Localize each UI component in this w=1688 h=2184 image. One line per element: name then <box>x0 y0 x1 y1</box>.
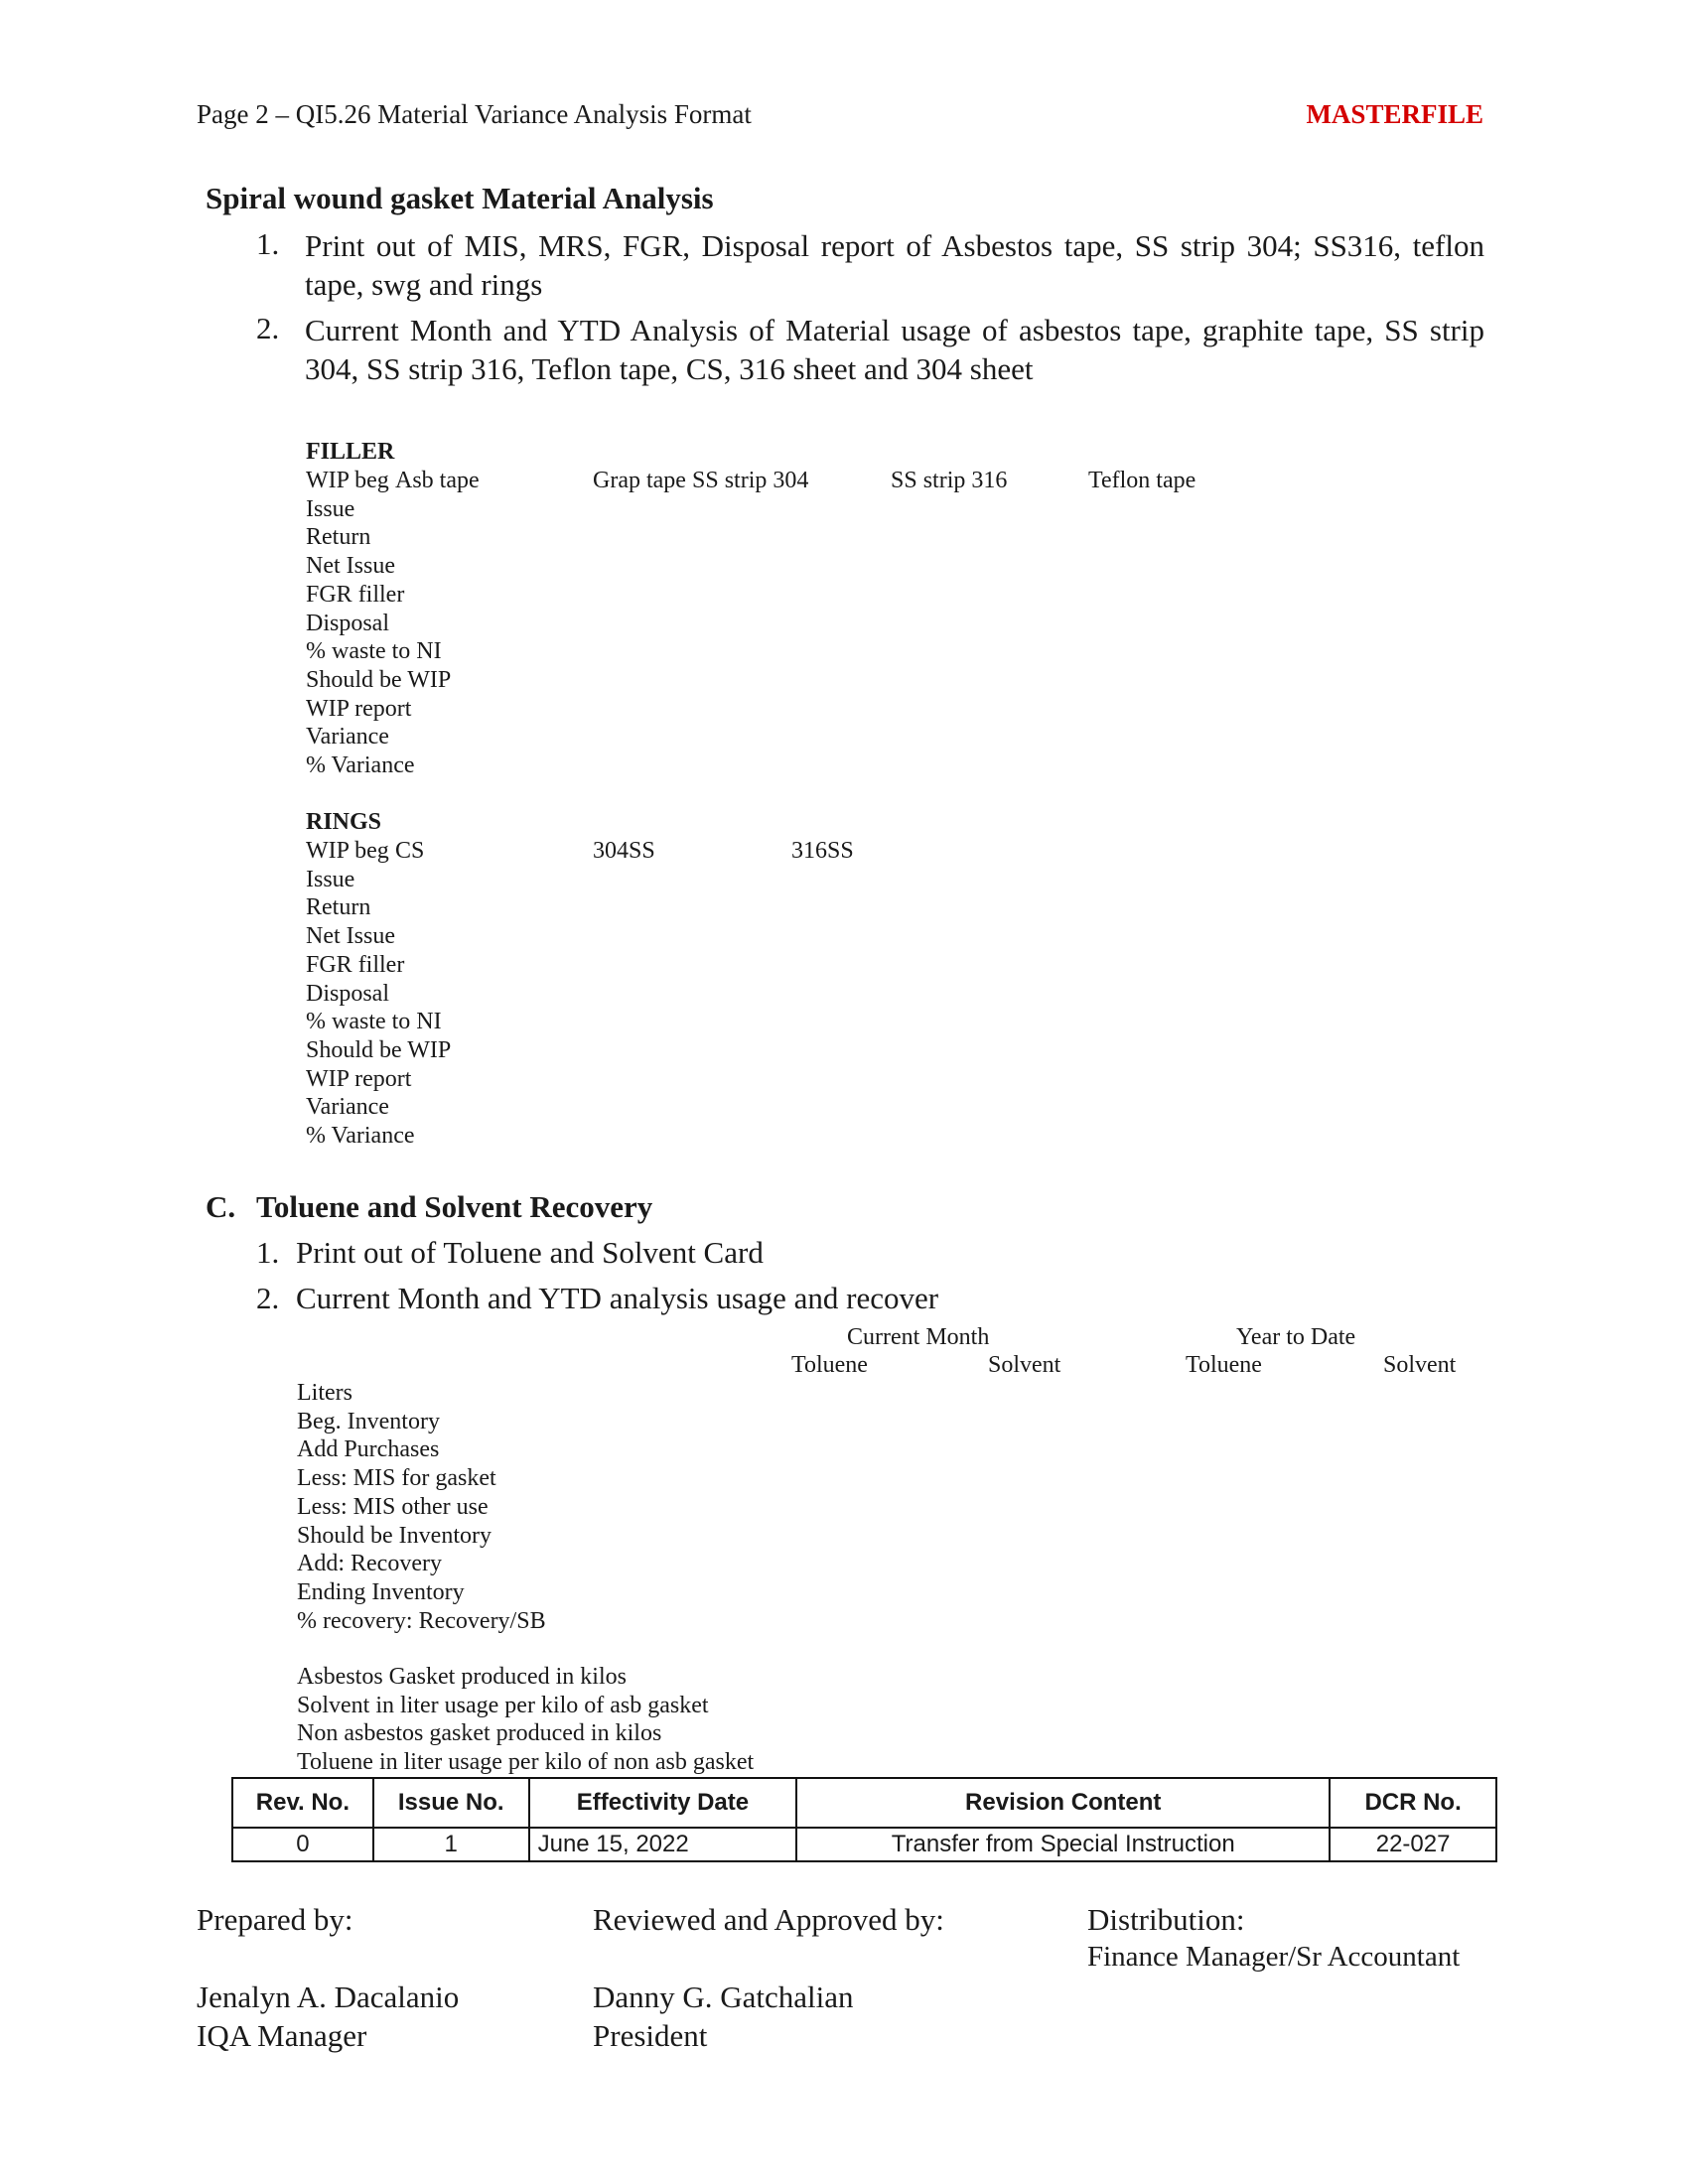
prepared-by-label: Prepared by: <box>197 1902 353 1937</box>
column-header: DCR No. <box>1330 1778 1496 1828</box>
row-label: Variance <box>306 1094 389 1121</box>
section-letter: C. <box>206 1189 236 1224</box>
list-number: 1. <box>256 226 280 261</box>
prepared-by-name: Jenalyn A. Dacalanio <box>197 1979 460 2014</box>
group-header-year-to-date: Year to Date <box>1236 1324 1356 1350</box>
toluene-row-labels <box>297 1379 546 1635</box>
filler-title: FILLER <box>306 439 395 465</box>
column-header: Asb tape <box>395 468 480 493</box>
sub-header: Toluene <box>791 1352 868 1378</box>
row-label: Should be WIP <box>306 666 452 693</box>
column-header: CS <box>395 838 425 864</box>
column-header: 304SS <box>593 838 655 864</box>
note-line: Asbestos Gasket produced in kilos <box>297 1664 627 1690</box>
reviewed-by-label: Reviewed and Approved by: <box>593 1902 944 1937</box>
row-label: % waste to NI <box>306 638 442 665</box>
row-label: Liters <box>297 1380 352 1406</box>
row-label: Issue <box>306 866 355 892</box>
row-label: Ending Inventory <box>297 1578 465 1605</box>
page-header: Page 2 – QI5.26 Material Variance Analysis Format <box>197 99 752 129</box>
sub-header: Solvent <box>988 1352 1061 1378</box>
column-header: Issue No. <box>373 1778 529 1828</box>
table-cell: Transfer from Special Instruction <box>796 1828 1330 1861</box>
column-header: SS strip 316 <box>891 468 1008 493</box>
sub-header: Toluene <box>1186 1352 1262 1378</box>
row-label: WIP report <box>306 695 412 722</box>
row-label: FGR filler <box>306 581 405 608</box>
row-label: Disposal <box>306 980 389 1007</box>
row-label: Net Issue <box>306 923 395 950</box>
row-label: WIP beg <box>306 468 389 493</box>
column-header: Effectivity Date <box>529 1778 797 1828</box>
row-label: Should be Inventory <box>297 1522 492 1549</box>
table-row <box>232 1828 1496 1861</box>
table-cell: June 15, 2022 <box>529 1828 797 1861</box>
row-label: % waste to NI <box>306 1009 442 1035</box>
list-number: 2. <box>256 1281 280 1315</box>
revision-table <box>231 1777 1497 1862</box>
row-label: Should be WIP <box>306 1036 452 1063</box>
table-cell: 0 <box>232 1828 373 1861</box>
row-label: Add: Recovery <box>297 1551 442 1577</box>
row-label: FGR filler <box>306 951 405 978</box>
column-header: SS strip 304 <box>692 468 809 493</box>
note-line: Toluene in liter usage per kilo of non asb gasket <box>297 1749 755 1776</box>
list-item-text: Current Month and YTD Analysis of Material usage of asbestos tape, graphite tape, SS strip 304, SS strip 316, Teflon tape, CS, 316 sheet and 304 sheet <box>305 313 1484 386</box>
row-label: Disposal <box>306 610 389 636</box>
list-number: 1. <box>256 1235 280 1270</box>
sub-header: Solvent <box>1383 1352 1457 1378</box>
list-item-text: Print out of MIS, MRS, FGR, Disposal report of Asbestos tape, SS strip 304; SS316, teflon tape, swg and rings <box>305 228 1484 302</box>
row-label: Add Purchases <box>297 1436 440 1463</box>
row-label: WIP report <box>306 1065 412 1092</box>
row-label: % Variance <box>306 1123 415 1150</box>
rings-row-labels <box>306 837 451 1151</box>
column-header: Teflon tape <box>1088 468 1196 493</box>
row-label: Less: MIS for gasket <box>297 1465 496 1492</box>
row-label: % recovery: Recovery/SB <box>297 1607 546 1634</box>
filler-row-labels <box>306 467 451 780</box>
column-header: Revision Content <box>796 1778 1330 1828</box>
distribution-value: Finance Manager/Sr Accountant <box>1087 1941 1461 1973</box>
distribution-label: Distribution: <box>1087 1902 1245 1937</box>
reviewed-by-title: President <box>593 2018 708 2053</box>
row-label: Net Issue <box>306 553 395 580</box>
table-cell: 1 <box>373 1828 529 1861</box>
table-header-row <box>232 1778 1496 1828</box>
list-number: 2. <box>256 311 280 345</box>
reviewed-by-name: Danny G. Gatchalian <box>593 1979 854 2014</box>
note-line: Non asbestos gasket produced in kilos <box>297 1720 662 1747</box>
masterfile-label: MASTERFILE <box>1306 99 1483 129</box>
row-label: Issue <box>306 495 355 522</box>
prepared-by-title: IQA Manager <box>197 2018 367 2053</box>
section-title-toluene: Toluene and Solvent Recovery <box>256 1189 653 1224</box>
row-label: Beg. Inventory <box>297 1408 440 1434</box>
column-header: 316SS <box>791 838 854 864</box>
row-label: Variance <box>306 724 389 751</box>
row-label: Return <box>306 524 371 551</box>
list-item-text: Print out of Toluene and Solvent Card <box>296 1235 764 1270</box>
column-header: Grap tape <box>593 468 686 493</box>
rings-title: RINGS <box>306 809 382 835</box>
list-item-text: Current Month and YTD analysis usage and recover <box>296 1281 939 1315</box>
row-label: % Variance <box>306 752 415 779</box>
row-label: WIP beg <box>306 838 389 864</box>
row-label: Less: MIS other use <box>297 1493 489 1520</box>
table-cell: 22-027 <box>1330 1828 1496 1861</box>
production-notes <box>297 1663 754 1777</box>
note-line: Solvent in liter usage per kilo of asb gasket <box>297 1692 709 1718</box>
column-header: Rev. No. <box>232 1778 373 1828</box>
section-title-spiral-wound: Spiral wound gasket Material Analysis <box>206 181 714 215</box>
group-header-current-month: Current Month <box>847 1324 990 1350</box>
row-label: Return <box>306 894 371 921</box>
